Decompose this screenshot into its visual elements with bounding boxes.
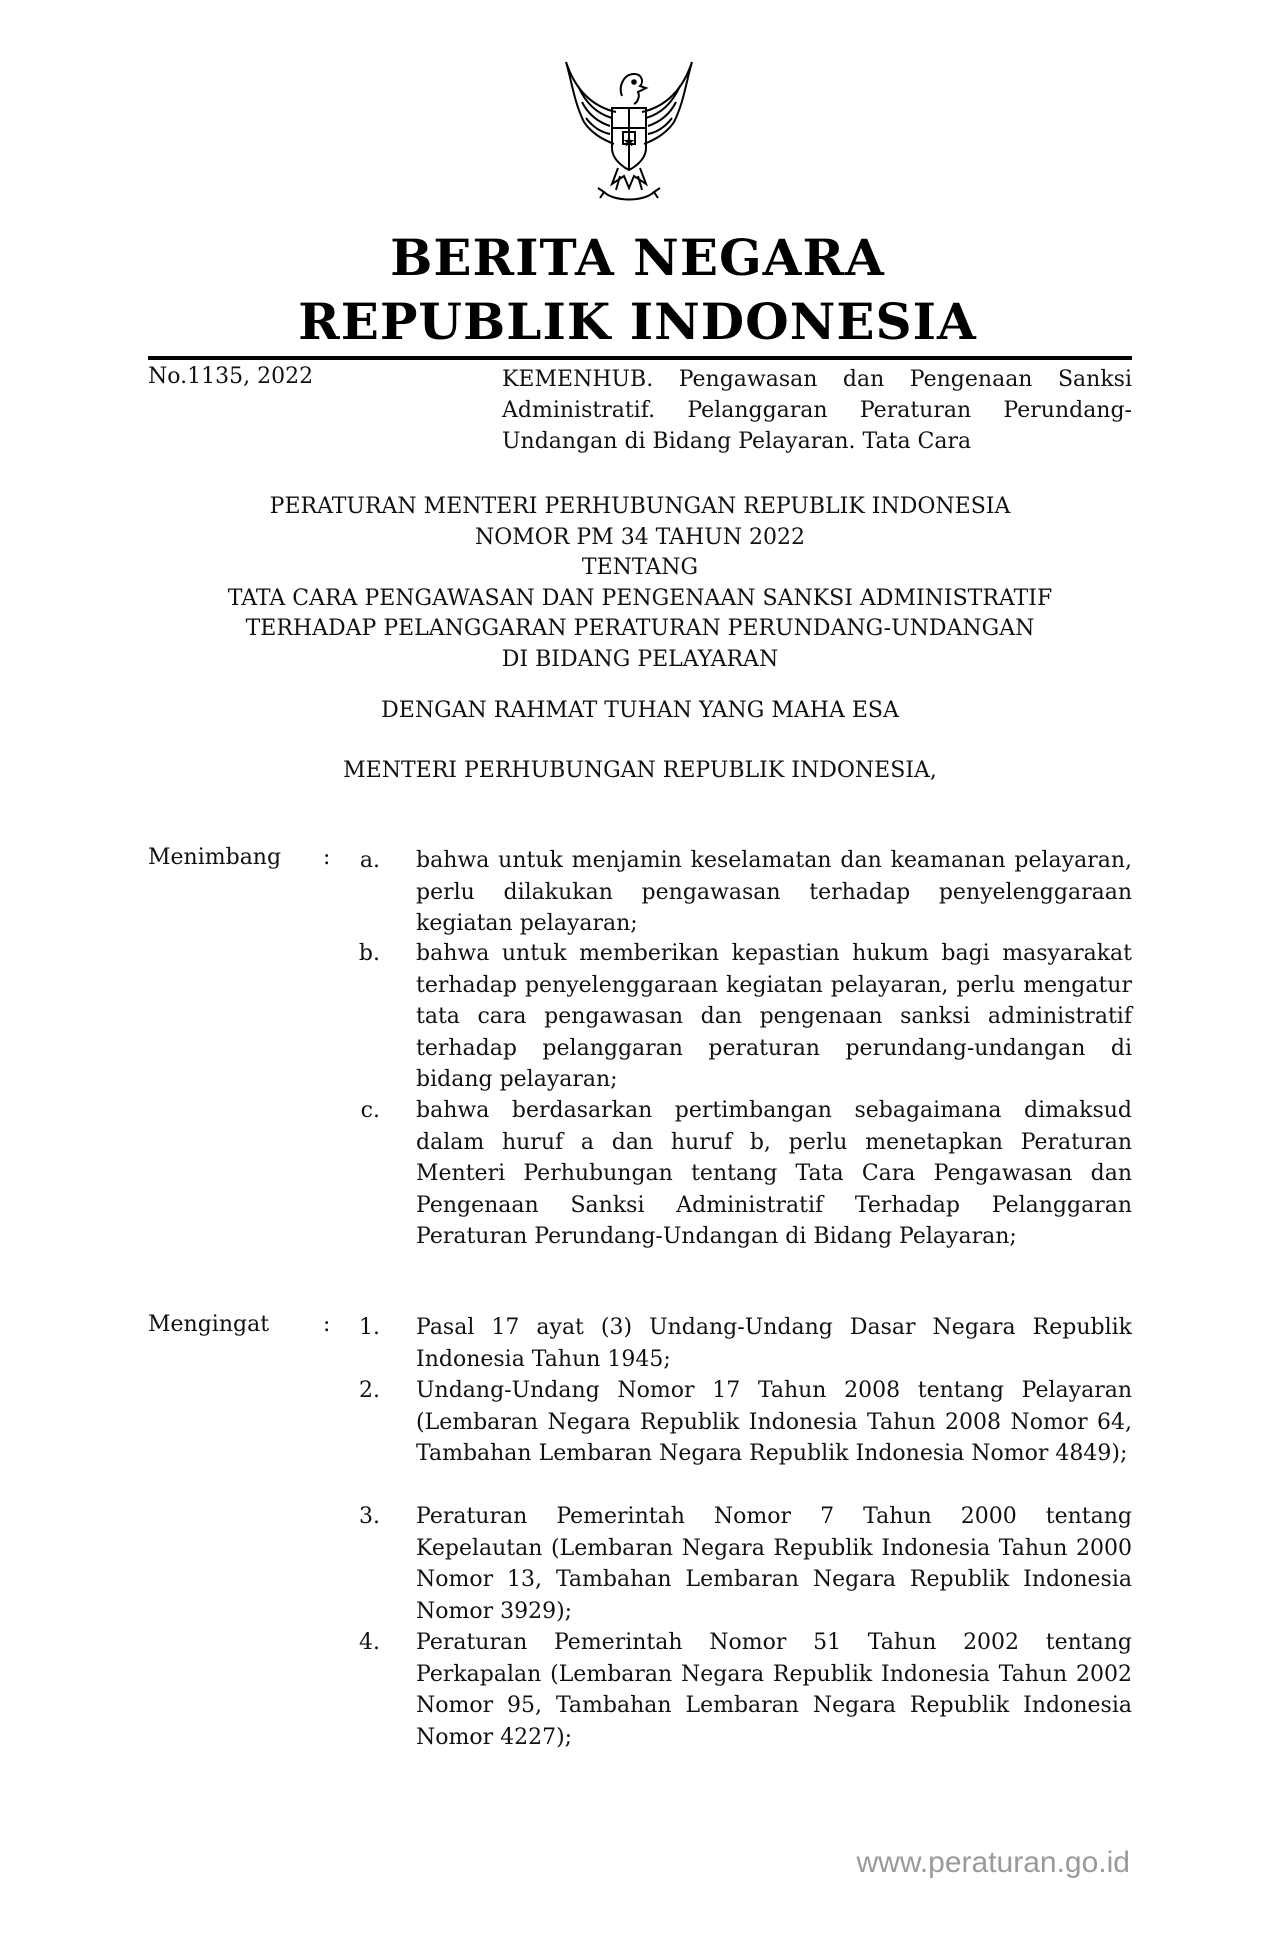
list-text: Undang-Undang Nomor 17 Tahun 2008 tentang Pelayaran (Lembaran Negara Republik Indonesia Tahun 2008 Nomor 64, Tambahan Lembaran Negara Republik Indonesia Nomor 4849);	[416, 1378, 1132, 1466]
list-text: bahwa untuk menjamin keselamatan dan keamanan pelayaran, perlu dilakukan pengawasan terhadap penyelenggaraan kegiatan pelayaran;	[416, 848, 1132, 936]
regulation-title	[148, 492, 1132, 675]
title-line: DI BIDANG PELAYARAN	[501, 646, 779, 672]
menimbang-colon: :	[323, 845, 331, 870]
list-marker: b.	[358, 941, 380, 966]
list-text: Pasal 17 ayat (3) Undang-Undang Dasar Negara Republik Indonesia Tahun 1945;	[416, 1315, 1132, 1372]
list-item	[340, 1627, 1132, 1753]
list-item	[340, 845, 1132, 940]
document-number: No.1135, 2022	[148, 364, 314, 389]
website-link[interactable]: www.peraturan.go.id	[856, 1846, 1130, 1879]
list-marker: a.	[359, 848, 380, 873]
garuda-emblem-icon	[554, 52, 704, 212]
list-marker: c.	[360, 1098, 380, 1123]
title-line: PERATURAN MENTERI PERHUBUNGAN REPUBLIK INDONESIA	[269, 494, 1011, 519]
title-line: NOMOR PM 34 TAHUN 2022	[474, 524, 806, 550]
list-item	[340, 1375, 1132, 1470]
list-text: bahwa berdasarkan pertimbangan sebagaimana dimaksud dalam huruf a dan huruf b, perlu menetapkan Peraturan Menteri Perhubungan tentang Tata Cara Pengawasan dan Pengenaan Sanksi Administratif Terhadap Pelanggaran Peraturan Perundang-Undangan di Bidang Pelayaran;	[416, 1098, 1132, 1249]
blessing-line: DENGAN RAHMAT TUHAN YANG MAHA ESA	[381, 698, 899, 723]
list-marker: 4.	[359, 1630, 380, 1655]
list-text: Peraturan Pemerintah Nomor 51 Tahun 2002 tentang Perkapalan (Lembaran Negara Republik Indonesia Tahun 2002 Nomor 95, Tambahan Lembaran Negara Republik Indonesia Nomor 4227);	[416, 1630, 1132, 1750]
minister-line: MENTERI PERHUBUNGAN REPUBLIK INDONESIA,	[343, 758, 937, 783]
list-text: bahwa untuk memberikan kepastian hukum bagi masyarakat terhadap penyelenggaraan kegiatan pelayaran, perlu mengatur tata cara pengawasan dan pengenaan sanksi administratif terhadap pelanggaran peraturan perundang-undangan di bidang pelayaran;	[416, 941, 1132, 1092]
masthead-divider	[148, 356, 1132, 360]
list-item	[340, 1095, 1132, 1253]
document-summary: KEMENHUB. Pengawasan dan Pengenaan Sanksi Administratif. Pelanggaran Peraturan Perundang-Undangan di Bidang Pelayaran. Tata Cara	[502, 367, 1132, 454]
mengingat-label: Mengingat	[148, 1312, 270, 1337]
list-item	[340, 938, 1132, 1096]
masthead-line-2: REPUBLIK INDONESIA	[298, 292, 977, 351]
title-line: TENTANG	[581, 555, 699, 580]
list-text: Peraturan Pemerintah Nomor 7 Tahun 2000 tentang Kepelautan (Lembaran Negara Republik Indonesia Tahun 2000 Nomor 13, Tambahan Lembaran Negara Republik Indonesia Nomor 3929);	[416, 1504, 1132, 1624]
list-marker: 2.	[359, 1378, 380, 1403]
menimbang-label: Menimbang	[148, 845, 282, 870]
masthead-line-1: BERITA NEGARA	[390, 228, 885, 287]
list-marker: 3.	[359, 1504, 380, 1529]
list-item	[340, 1312, 1132, 1375]
list-marker: 1.	[359, 1315, 380, 1340]
mengingat-colon: :	[323, 1312, 331, 1337]
title-line: TERHADAP PELANGGARAN PERATURAN PERUNDANG-UNDANGAN	[245, 616, 1035, 641]
title-line: TATA CARA PENGAWASAN DAN PENGENAAN SANKSI ADMINISTRATIF	[227, 585, 1053, 611]
list-item	[340, 1501, 1132, 1627]
